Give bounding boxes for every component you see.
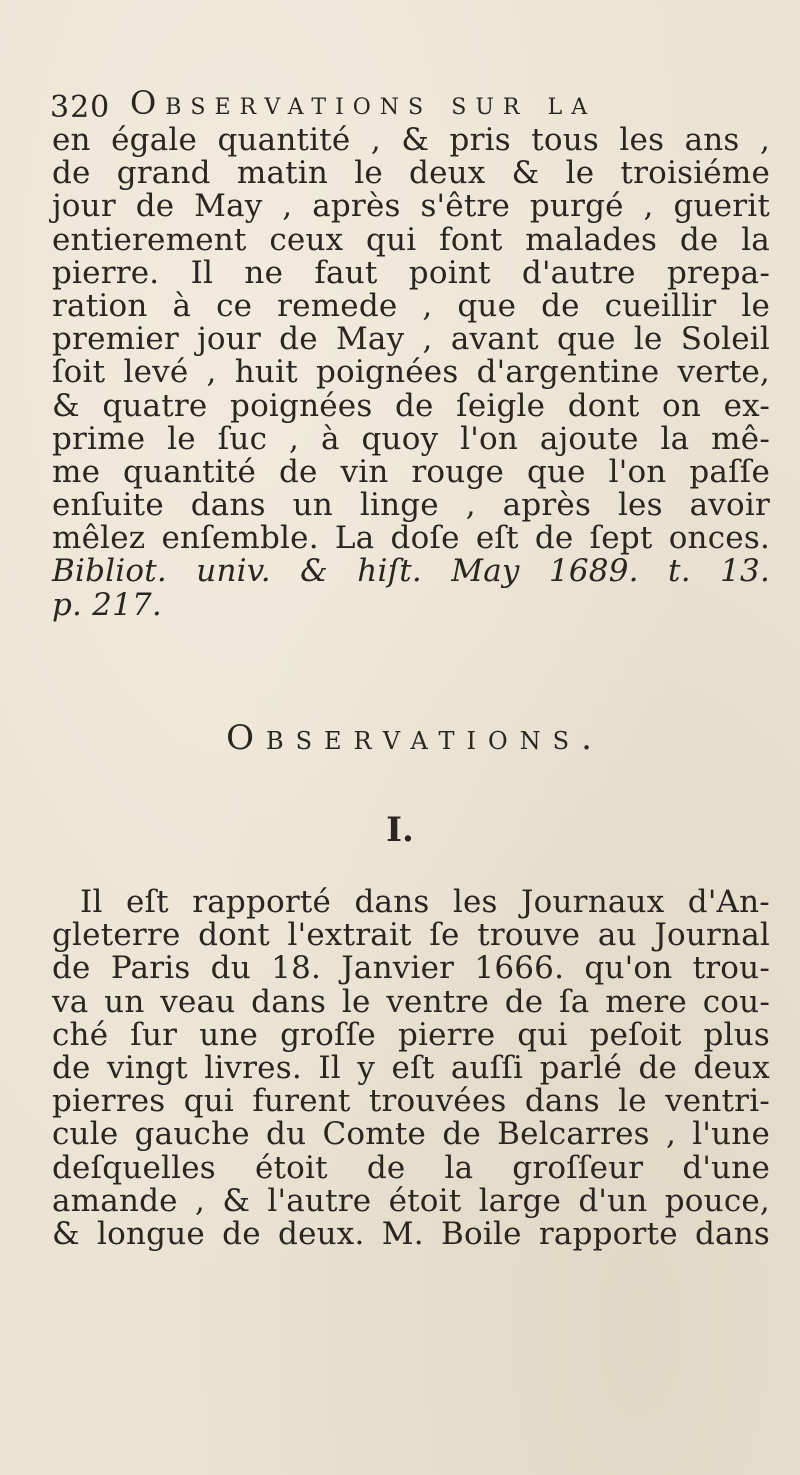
- text-line: va un veau dans le ventre de ſa mere cou-: [52, 983, 770, 1020]
- running-head: Observations sur la: [130, 84, 597, 122]
- text-line: gleterre dont l'extrait ſe trouve au Journal: [52, 917, 770, 954]
- citation-line: Bibliot. univ. & hiſt. May 1689. t. 13.: [52, 553, 770, 590]
- page-number: 320: [50, 90, 111, 125]
- text-line: prime le ſuc , à quoy l'on ajoute la mê-: [52, 420, 770, 457]
- text-line: entierement ceux qui font malades de la: [52, 221, 770, 258]
- text-line: me quantité de vin rouge que l'on paſſe: [52, 453, 770, 490]
- text-line: ché ſur une groſſe pierre qui peſoit plus: [52, 1016, 770, 1053]
- text-line: & longue de deux. M. Boile rapporte dans: [52, 1215, 770, 1252]
- text-line: & quatre poignées de ſeigle dont on ex-: [52, 387, 770, 424]
- section-heading: Observations.: [226, 718, 604, 758]
- text-line: Il eſt rapporté dans les Journaux d'An-: [80, 884, 770, 920]
- paragraph-observation: [52, 886, 770, 1251]
- text-line: deſquelles étoit de la groſſeur d'une: [52, 1149, 770, 1186]
- citation-page: p. 217.: [52, 586, 162, 623]
- text-line: mêlez enſemble. La doſe eſt de ſept onces.: [52, 520, 770, 557]
- text-line: de vingt livres. Il y eſt auſſi parlé de deux: [52, 1049, 770, 1086]
- text-line: amande , & l'autre étoit large d'un pouce,: [52, 1182, 770, 1219]
- text-line: jour de May , après s'être purgé , guerit: [52, 188, 770, 225]
- section-number: I.: [386, 810, 414, 850]
- text-line: de Paris du 18. Janvier 1666. qu'on trou-: [52, 950, 770, 987]
- text-line: ſoit levé , huit poignées d'argentine verte,: [52, 354, 770, 391]
- text-line: pierres qui furent trouvées dans le ventri-: [52, 1083, 770, 1120]
- text-line: enſuite dans un linge , après les avoir: [52, 487, 770, 524]
- text-line: cule gauche du Comte de Belcarres , l'une: [52, 1116, 770, 1153]
- text-line: en égale quantité , & pris tous les ans ,: [52, 122, 770, 158]
- text-line: premier jour de May , avant que le Soleil: [52, 321, 770, 358]
- text-line: de grand matin le deux & le troisiéme: [52, 155, 770, 192]
- paragraph-remedy: [52, 124, 770, 622]
- text-line: pierre. Il ne faut point d'autre prepa-: [52, 254, 770, 291]
- text-line: ration à ce remede , que de cueillir le: [52, 287, 770, 324]
